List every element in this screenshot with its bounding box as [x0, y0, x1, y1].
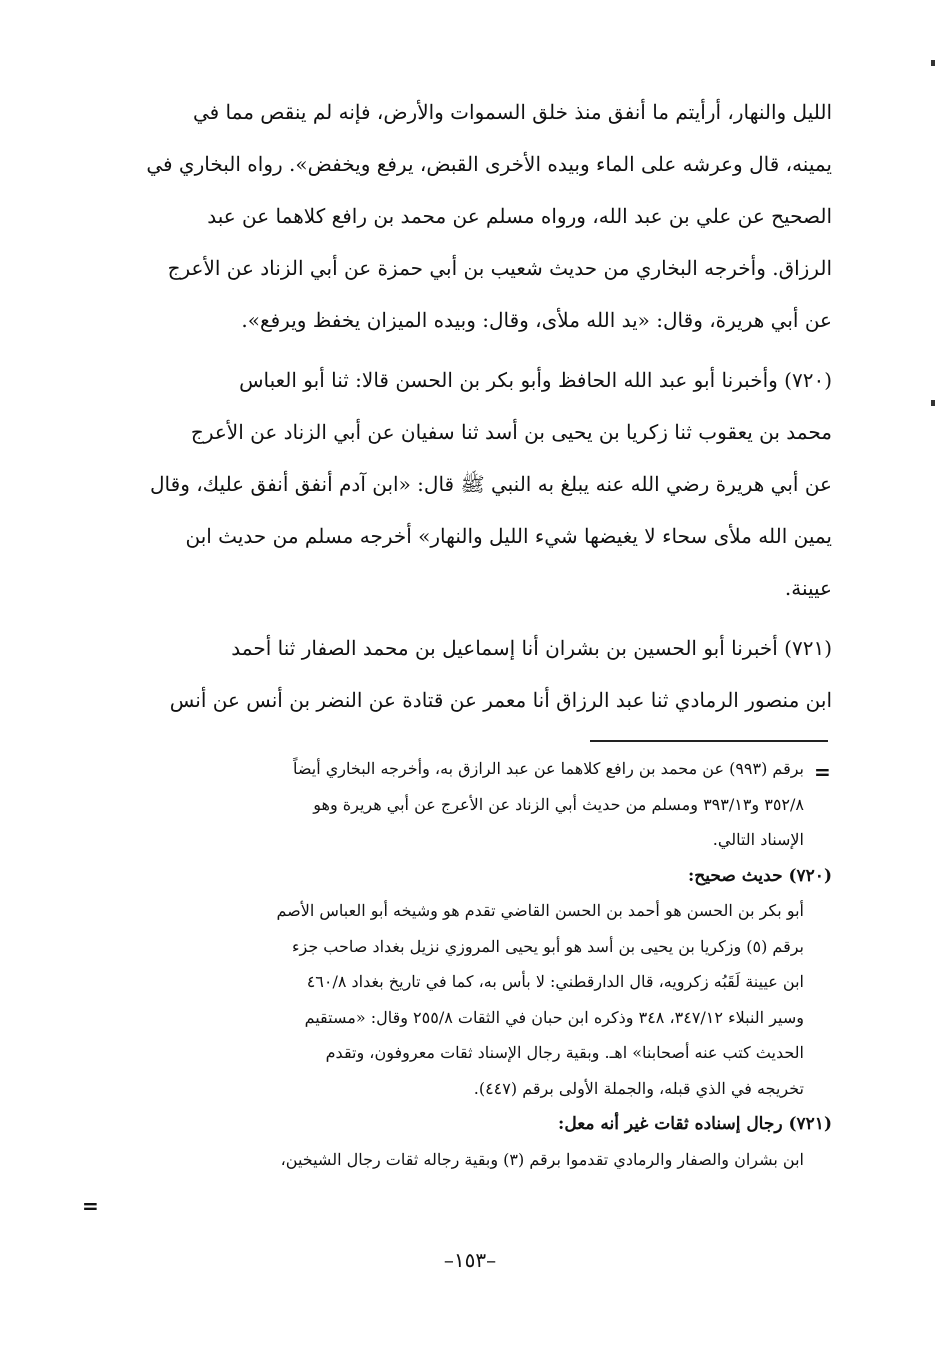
text-line: الرزاق. وأخرجه البخاري من حديث شعيب بن أبي حمزة عن أبي الزناد عن الأعرج [167, 256, 832, 280]
scan-edge-mark [931, 60, 935, 66]
footnote-line: ابن بشران والصفار والرمادي تقدموا برقم (٣) وبقية رجاله ثقات رجال الشيخين، [280, 1149, 804, 1169]
text-line: عن أبي هريرة، وقال: «يد الله ملأى، وقال: وبيده الميزان يخفظ ويرفع». [241, 308, 832, 332]
footnote-line: أبو بكر بن الحسن هو أحمد بن الحسن القاضي تقدم هو وشيخه أبو العباس الأصم [276, 901, 804, 920]
text-line: يمينه، قال وعرشه على الماء وبيده الأخرى القبض، يرفع ويخفض». رواه البخاري في [146, 152, 832, 176]
page-number: –١٥٣– [443, 1248, 497, 1272]
footnote-line: الإسناد التالي. [712, 830, 804, 849]
text-line: الليل والنهار، أرأيتم ما أنفق منذ خلق السموات والأرض، فإنه لم ينقص مما في [192, 100, 832, 124]
hadith-720-line: (٧٢٠) وأخبرنا أبو عبد الله الحافظ وأبو بكر بن الحسن قالا: ثنا أبو العباس [239, 368, 832, 392]
main-text [112, 88, 832, 728]
continuation-mark-bottom: = [82, 1194, 99, 1218]
continuation-mark-top: = [814, 760, 831, 784]
footnote-heading-720: (٧٢٠) حديث صحيح: [688, 865, 832, 886]
footnote-separator [590, 740, 828, 742]
footnote-line: الحديث كتب عنه أصحابنا» اهـ. وبقية رجال الإسناد ثقات معروفون، وتقدم [325, 1043, 804, 1062]
text-line: عيينة. [784, 576, 832, 600]
text-line: يمين الله ملأى سحاء لا يغيضها شيء الليل والنهار» أخرجه مسلم من حديث ابن [185, 524, 832, 548]
hadith-721-line: (٧٢١) أخبرنا أبو الحسين بن بشران أنا إسماعيل بن محمد الصفار ثنا أحمد [231, 636, 832, 660]
footnote-line: تخريجه في الذي قبله، والجملة الأولى برقم (٤٤٧). [473, 1078, 804, 1098]
footnotes [112, 752, 832, 1178]
footnote-line: ابن عيينة لَقَبُه زكرويه، قال الدارقطني: لا بأس به، كما في تاريخ بغداد ٤٦٠/٨ [306, 972, 804, 991]
footnote-line: برقم (٩٩٣) عن محمد بن رافع كلاهما عن عبد الرازق به، وأخرجه البخاري أيضاً [293, 759, 804, 778]
text-line: ابن منصور الرمادي ثنا عبد الرزاق أنا معمر عن قتادة عن النضر بن أنس عن أنس [169, 688, 832, 712]
scan-edge-mark [931, 400, 935, 406]
footnote-line: ٣٥٢/٨ و٣٩٣/١٣ ومسلم من حديث أبي الزناد عن الأعرج عن أبي هريرة وهو [313, 794, 804, 814]
footnote-heading-721: (٧٢١) رجال إسناده ثقات غير أنه معل: [558, 1114, 832, 1134]
footnote-line: وسير النبلاء ٣٤٧/١٢، ٣٤٨ وذكره ابن حبان في الثقات ٢٥٥/٨ وقال: «مستقيم [304, 1007, 804, 1027]
text-line: محمد بن يعقوب ثنا زكريا بن يحيى بن أسد ثنا سفيان عن أبي الزناد عن الأعرج [190, 420, 832, 444]
footnote-line: برقم (٥) وزكريا بن يحيى بن أسد هو أبو يحيى المروزي نزيل بغداد صاحب جزء [291, 936, 804, 956]
text-line: الصحيح عن علي بن عبد الله، ورواه مسلم عن محمد بن رافع كلاهما عن عبد [207, 204, 832, 228]
text-line: عن أبي هريرة رضي الله عنه يبلغ به النبي ﷺ قال: «ابن آدم أنفق أنفق عليك، وقال [150, 472, 832, 496]
